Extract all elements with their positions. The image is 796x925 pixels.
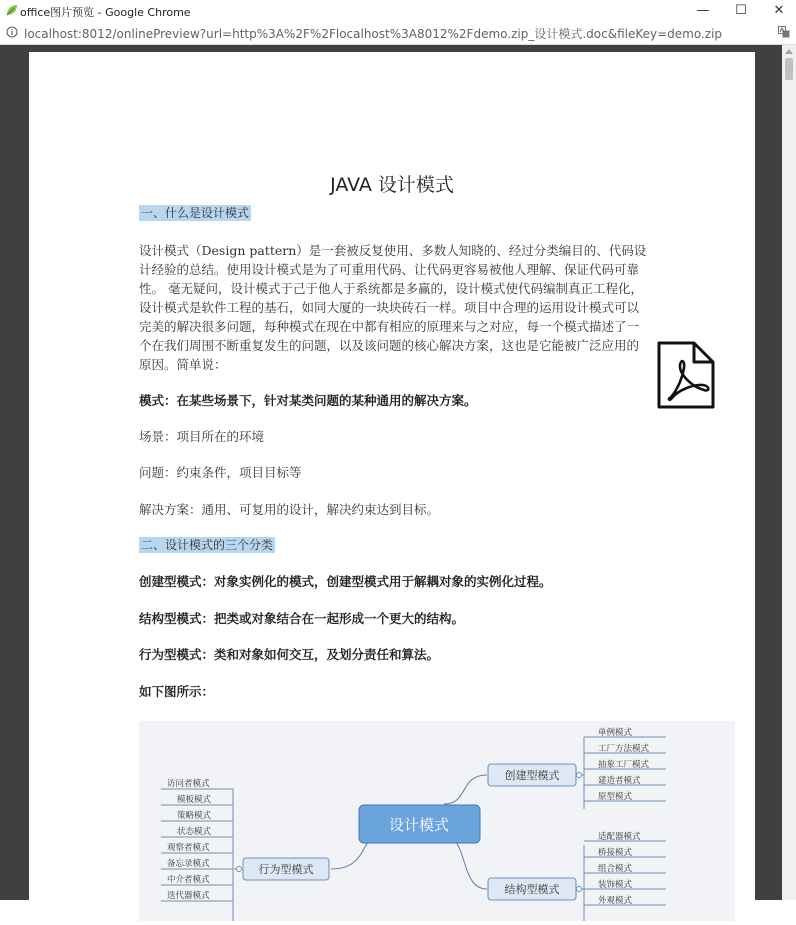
maximize-button[interactable]: ☐ [735,3,747,18]
behavioral-item: 中介者模式 [167,875,210,885]
creational-item: 工厂方法模式 [598,744,650,754]
structural-items [584,831,666,906]
behavioral-item: 备忘录模式 [167,859,210,869]
problem-text: 问题：约束条件，项目目标等 [139,465,302,480]
structural-item: 适配器模式 [598,832,641,842]
behavioral-item: 状态模式 [177,827,212,837]
center-node-label: 设计模式 [388,816,450,834]
vertical-scrollbar[interactable] [782,45,796,900]
figure-caption: 如下图所示： [139,684,215,699]
info-icon[interactable] [6,26,18,38]
pdf-download-icon[interactable] [656,340,716,410]
creational-collapse-icon [577,773,582,778]
behavioral-item: 观察者模式 [167,843,210,853]
structural-item: 装饰模式 [598,880,633,890]
structural-node-label: 结构型模式 [504,883,560,896]
behavioral-node-label: 行为型模式 [258,863,314,876]
structural-text: 结构型模式：把类或对象结合在一起形成一个更大的结构。 [139,611,465,626]
scroll-up-icon[interactable] [785,49,793,54]
creational-node-label: 创建型模式 [504,769,560,782]
window-title: office图片预览 - Google Chrome [20,6,191,19]
structural-item: 外观模式 [598,896,633,906]
address-bar[interactable] [0,22,796,45]
window-titlebar [0,0,796,22]
creational-item: 抽象工厂模式 [598,760,650,770]
document-title: JAVA 设计模式 [330,174,454,196]
connector-structural [444,836,487,889]
behavioral-items [161,778,233,901]
creational-items [584,727,666,802]
behavioral-item: 迭代器模式 [167,891,210,901]
pattern-definition: 模式：在某些场景下，针对某类问题的某种通用的解决方案。 [139,393,477,408]
creational-text: 创建型模式：对象实例化的模式，创建型模式用于解耦对象的实例化过程。 [139,574,552,589]
scene-text: 场景：项目所在的环境 [139,429,265,444]
structural-collapse-icon [577,887,582,892]
document-page [29,52,755,912]
section-heading-1: 一、什么是设计模式 [141,206,250,220]
behavioral-text: 行为型模式：类和对象如何交互，及划分责任和算法。 [139,647,440,662]
leaf-favicon-icon [6,4,18,16]
scroll-thumb[interactable] [785,58,793,80]
minimize-button[interactable]: — [696,3,710,18]
intro-paragraph: 设计模式（Design pattern）是一套被反复使用、多数人知晓的、经过分类编目的、代码设计经验的总结。使用设计模式是为了可重用代码、让代码更容易被他人理解、保证代码可靠性。 毫无疑问，设计模式于己于他人于系统都是多赢的，设计模式使代码编制真正工程化，设计模式是软件工程的基石，如同大厦的一块块砖石一样。项目中合理的运用设计模式可以完美的解决很多问题，每种模式在现在中都有相应的原理来与之对应，每一个模式描述了一个在我们周围不断重复发生的问题，以及该问题的核心解决方案，这也是它能被广泛应用的原因。简单说： [139,243,647,372]
behavioral-collapse-icon [237,867,242,872]
structural-item: 桥接模式 [598,848,633,858]
url-text[interactable]: localhost:8012/onlinePreview?url=http%3A%2F%2Flocalhost%3A8012%2Fdemo.zip_设计模式.doc&fileKey=demo.zip [24,27,723,41]
close-button[interactable]: ✕ [773,3,785,18]
creational-item: 建造者模式 [598,776,641,786]
design-pattern-mindmap [139,721,735,921]
translate-icon[interactable] [778,26,790,38]
creational-item: 原型模式 [598,792,633,802]
behavioral-item: 模板模式 [177,795,212,805]
section-heading-2: 二、设计模式的三个分类 [141,538,274,552]
behavioral-item: 策略模式 [177,811,212,821]
solution-text: 解决方案：通用、可复用的设计，解决约束达到目标。 [139,502,440,517]
connector-creational [444,775,487,804]
creational-item: 单例模式 [598,728,633,738]
structural-item: 组合模式 [598,864,633,874]
behavioral-item: 访问者模式 [167,779,210,789]
